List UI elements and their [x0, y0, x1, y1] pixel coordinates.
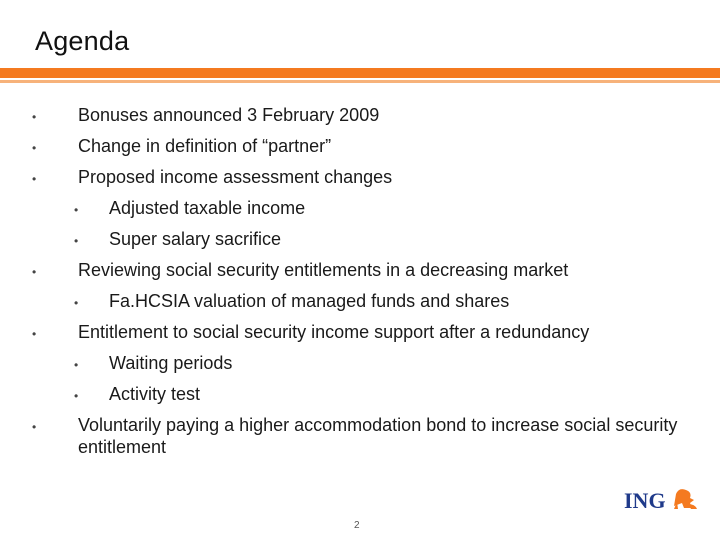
ing-logo — [624, 482, 700, 523]
bullet-icon: • — [74, 389, 79, 403]
agenda-item-text: Super salary sacrifice — [109, 229, 282, 249]
bullet-icon: • — [32, 327, 37, 341]
bullet-icon: • — [74, 234, 79, 248]
agenda-item-text: Reviewing social security entitlements in a decreasing market — [78, 260, 569, 280]
agenda-item-text: Adjusted taxable income — [109, 198, 306, 218]
page-number: 2 — [354, 520, 360, 531]
agenda-item-text: Voluntarily paying a higher accommodation bond to increase social security entitlement — [78, 415, 678, 457]
bullet-icon: • — [32, 141, 37, 155]
agenda-item-text: Fa.HCSIA valuation of managed funds and shares — [109, 291, 510, 311]
agenda-item-text: Change in definition of “partner” — [78, 136, 332, 156]
slide-title: Agenda — [35, 26, 130, 56]
bullet-icon: • — [74, 203, 79, 217]
agenda-item-text: Activity test — [109, 384, 201, 404]
bullet-icon: • — [32, 110, 37, 124]
ing-lion-logo-icon — [624, 482, 700, 518]
logo-wordmark: ING — [624, 488, 666, 513]
bullet-icon: • — [32, 265, 37, 279]
agenda-item-text: Proposed income assessment changes — [78, 167, 393, 187]
agenda-item-text: Waiting periods — [109, 353, 233, 373]
bullet-icon: • — [74, 358, 79, 372]
bullet-icon: • — [32, 420, 37, 434]
agenda-item-text: Bonuses announced 3 February 2009 — [78, 105, 380, 125]
agenda-item-text: Entitlement to social security income support after a redundancy — [78, 322, 590, 342]
bullet-icon: • — [74, 296, 79, 310]
bullet-icon: • — [32, 172, 37, 186]
